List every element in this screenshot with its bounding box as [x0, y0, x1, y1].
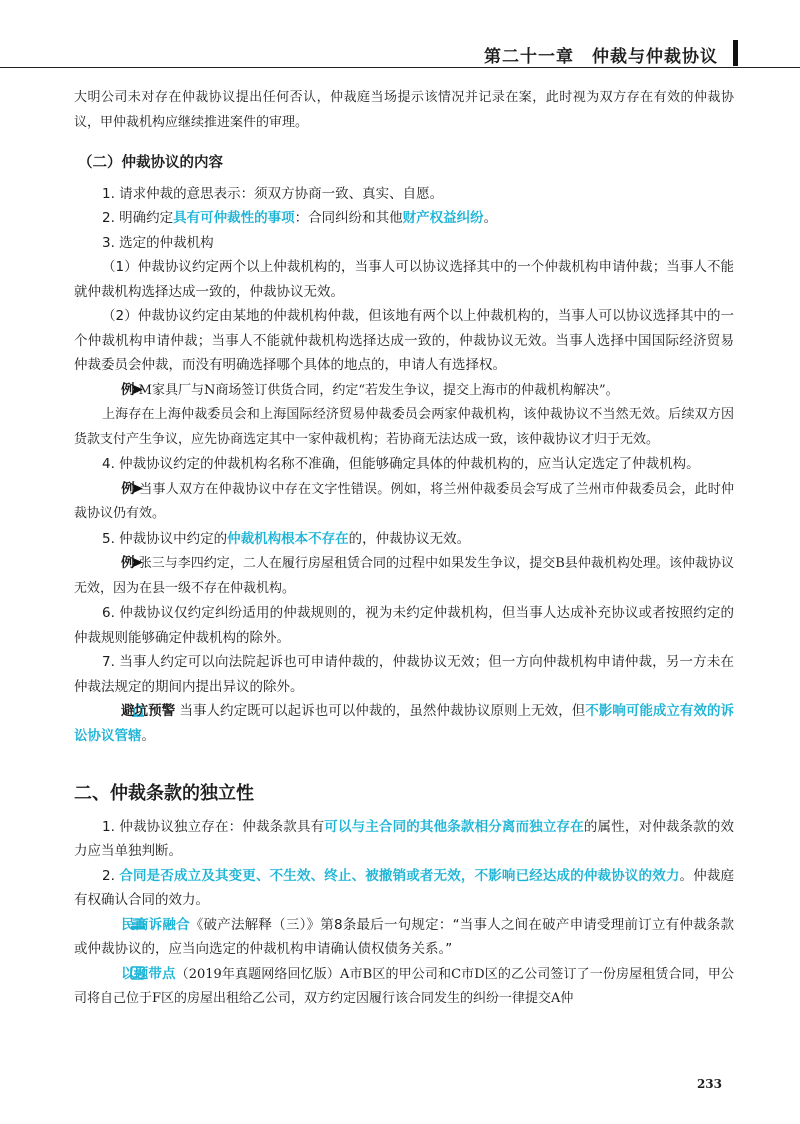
note-icon — [102, 965, 118, 979]
triangle-arrow-icon — [102, 554, 118, 568]
example-2-tag: 例 — [121, 480, 135, 497]
header-bar — [733, 40, 738, 66]
example-3-tag: 例 — [121, 555, 135, 571]
item-2 — [74, 206, 734, 231]
merge-note — [74, 913, 734, 962]
item-3: 3. 选定的仲裁机构 — [102, 234, 214, 251]
item-3-2: （2）仲裁协议约定由某地的仲裁机构仲裁，但该地有两个以上仲裁机构的，当事人可以协议选择其中的一个仲裁机构申请仲裁；当事人不能就仲裁机构选择达成一致的，仲裁协议无效。当事人选择中国国际经济贸易仲裁委员会仲裁，而没有明确选择哪个具体的地点的，申请人有选择权。 — [74, 308, 734, 373]
independence-1-highlight: 可以与主合同的其他条款相分离而独立存在 — [324, 818, 584, 835]
item-5 — [74, 527, 734, 552]
item-5-highlight: 仲裁机构根本不存在 — [227, 530, 349, 547]
item-1: 1. 请求仲裁的意思表示：须双方协商一致、真实、自愿。 — [102, 185, 444, 202]
warning-highlight: 不影响可能成立有效的诉讼协议管辖 — [74, 703, 735, 744]
item-2-text-a: 2. 明确约定 — [102, 210, 174, 226]
independence-2-text-b: 。仲裁庭有权确认合同的效力。 — [74, 867, 735, 908]
item-4: 4. 仲裁协议约定的仲裁机构名称不准确，但能够确定具体的仲裁机构的，应当认定选定了仲裁机构。 — [102, 456, 700, 472]
merge-text: 《破产法解释（三）》第8条最后一句规定：“当事人之间在破产申请受理前订立有仲裁条款或仲裁协议的，应当向选定的仲裁机构申请确认债权债务关系。” — [74, 916, 734, 957]
triangle-arrow-icon — [102, 381, 118, 395]
independence-1-text-b: 的属性，对仲裁条款的效力应当单独判断。 — [74, 818, 735, 859]
exam-tag: 以题带点 — [121, 965, 176, 982]
item-2-highlight-1: 具有可仲裁性的事项 — [173, 210, 295, 226]
item-3-1: （1）仲裁协议约定两个以上仲裁机构的，当事人可以协议选择其中的一个仲裁机构申请仲裁；当事人不能就仲裁机构选择达成一致的，仲裁协议无效。 — [74, 259, 734, 300]
example-1-analysis: 上海存在上海仲裁委员会和上海国际经济贸易仲裁委员会两家仲裁机构，该仲裁协议不当然无效。后续双方因货款支付产生争议，应先协商选定其中一家仲裁机构；若协商无法达成一致，该仲裁协议才归于无效。 — [74, 407, 734, 447]
header-rule — [0, 67, 800, 68]
merge-tag: 民商诉融合 — [121, 916, 190, 933]
independence-1-text-a: 1. 仲裁协议独立存在：仲裁条款具有 — [102, 818, 325, 835]
warning-text-b: 。 — [141, 727, 155, 744]
example-3 — [74, 551, 734, 601]
page-content — [74, 86, 734, 1012]
example-3-text: 张三与李四约定，二人在履行房屋租赁合同的过程中如果发生争议，提交B县仲裁机构处理。该仲裁协议无效，因为在县一级不存在仲裁机构。 — [74, 556, 735, 596]
section-heading-content: （二）仲裁协议的内容 — [78, 155, 223, 171]
independence-item-2 — [74, 864, 734, 913]
item-2-highlight-2: 财产权益纠纷 — [402, 210, 484, 226]
example-1-tag: 例 — [121, 381, 135, 398]
triangle-arrow-icon — [102, 480, 118, 494]
example-2 — [74, 477, 734, 527]
item-7: 7. 当事人约定可以向法院起诉也可申请仲裁的，仲裁协议无效；但一方向仲裁机构申请仲裁，另一方未在仲裁法规定的期间内提出异议的除外。 — [74, 654, 734, 695]
example-1 — [74, 378, 734, 404]
books-icon — [102, 915, 118, 929]
section-heading-independence: 二、仲裁条款的独立性 — [74, 783, 254, 804]
independence-2-text-a: 2. — [102, 867, 120, 884]
independence-item-1 — [74, 815, 734, 864]
exam-note — [74, 962, 734, 1012]
page-number: 233 — [696, 1077, 722, 1091]
example-2-text: 当事人双方在仲裁协议中存在文字性错误。例如，将兰州仲裁委员会写成了兰州市仲裁委员会，此时仲裁协议仍有效。 — [74, 481, 735, 521]
item-5-text-b: 的，仲裁协议无效。 — [348, 530, 471, 547]
alarm-icon — [102, 701, 118, 715]
item-6: 6. 仲裁协议仅约定纠纷适用的仲裁规则的，视为未约定仲裁机构，但当事人达成补充协议或者按照约定的仲裁规则能够确定仲裁机构的除外。 — [74, 605, 734, 646]
independence-2-highlight: 合同是否成立及其变更、不生效、终止、被撤销或者无效，不影响已经达成的仲裁协议的效力 — [119, 867, 680, 884]
warning-box — [74, 699, 734, 748]
item-2-text-c: 。 — [483, 210, 498, 226]
exam-text: （2019年真题网络回忆版）A市B区的甲公司和C市D区的乙公司签订了一份房屋租赁合同，甲公司将自己位于F区的房屋出租给乙公司，双方约定因履行该合同发生的纠纷一律提交A仲 — [74, 966, 734, 1006]
warning-text-a: 当事人约定既可以起诉也可以仲裁的，虽然仲裁协议原则上无效，但 — [175, 703, 586, 719]
item-5-text-a: 5. 仲裁协议中约定的 — [102, 530, 228, 547]
warning-tag: 避坑预警 — [121, 703, 176, 719]
intro-paragraph: 大明公司未对存在仲裁协议提出任何否认，仲裁庭当场提示该情况并记录在案，此时视为双方存在有效的仲裁协议，甲仲裁机构应继续推进案件的审理。 — [74, 90, 734, 130]
item-2-text-b: ：合同纠纷和其他 — [294, 210, 403, 226]
example-1-text: M家具厂与N商场签订供货合同，约定“若发生争议，提交上海市的仲裁机构解决”。 — [134, 382, 619, 398]
chapter-title: 第二十一章 仲裁与仲裁协议 — [484, 47, 718, 67]
